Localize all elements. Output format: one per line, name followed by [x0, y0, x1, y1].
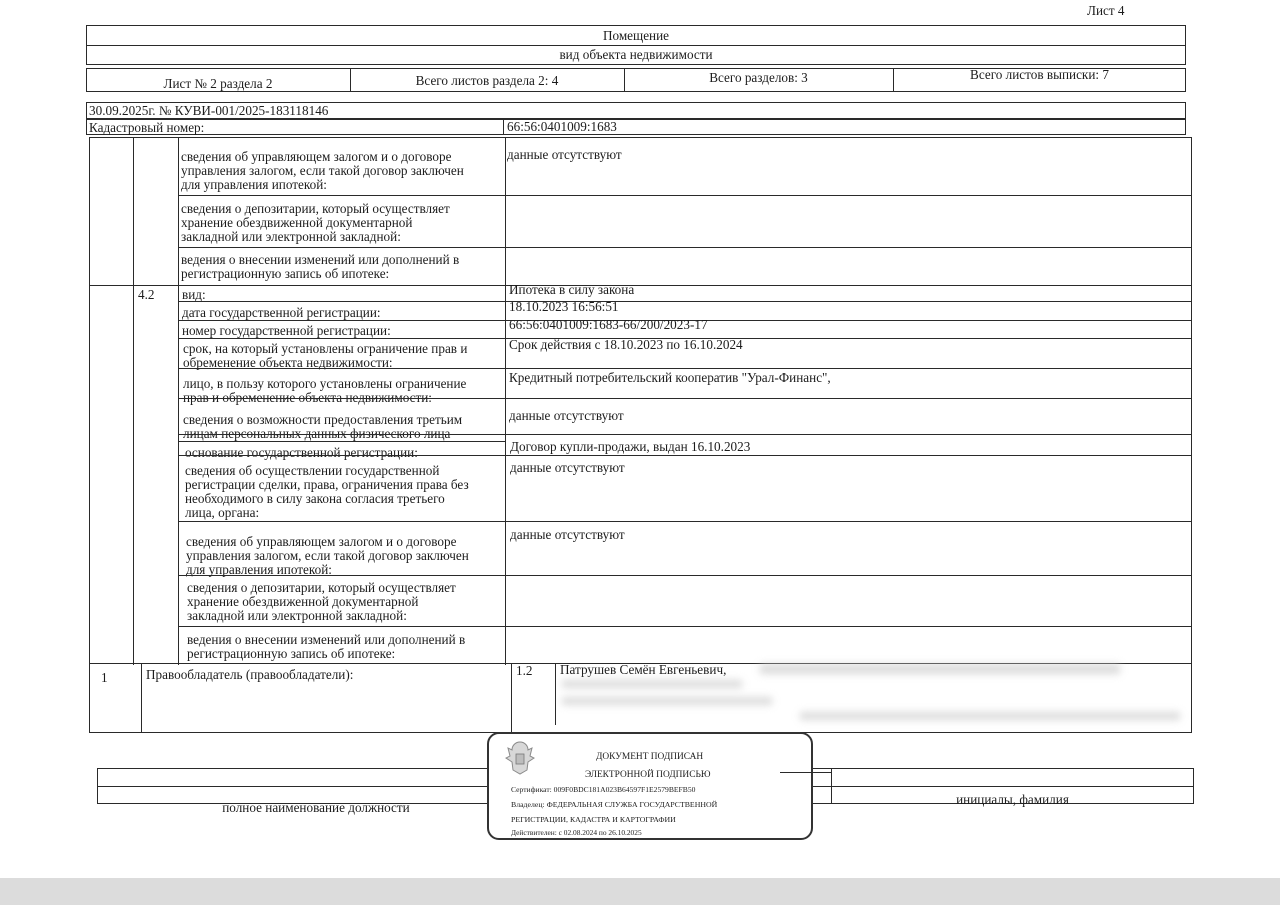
entry-42-row-7-value: Договор купли-продажи, выдан 16.10.2023 [510, 439, 751, 454]
entry-42-row-10-label: сведения о депозитарии, который осуществляет хранение обездвиженной документарной закладной или электронной закладной: [187, 580, 456, 623]
entry-42-row-1-value: Ипотека в силу закона [509, 282, 635, 297]
redacted-area-1 [760, 664, 1120, 674]
cadastral-value: 66:56:0401009:1683 [507, 119, 617, 134]
entry-42-row-11-label: ведения о внесении изменений или дополнений в регистрационную запись об ипотеке: [187, 632, 466, 661]
owner-number: 1 [101, 670, 108, 685]
object-type-divider [86, 45, 1186, 46]
entry-42-row-6-value: данные отсутствуют [509, 408, 624, 423]
entry-42-row-9-label: сведения об управляющем залогом и о договоре управления залогом, если такой договор заключен для управления ипотекой: [186, 534, 469, 577]
object-type: Помещение [602, 28, 670, 43]
total-sheets-extract: Всего листов выписки: 7 [970, 67, 1109, 82]
cont-row-2-label: сведения о депозитарии, который осуществляет хранение обездвиженной документарной закладной или электронной закладной: [181, 201, 450, 244]
entry-42-row-8-value: данные отсутствуют [510, 460, 625, 475]
stamp-owner-2: РЕГИСТРАЦИИ, КАДАСТРА И КАРТОГРАФИИ [511, 815, 676, 824]
stamp-owner-1: Владелец: ФЕДЕРАЛЬНАЯ СЛУЖБА ГОСУДАРСТВЕННОЙ [511, 800, 718, 809]
entry-42-line-9 [178, 575, 1192, 576]
owner-label: Правообладатель (правообладатели): [146, 667, 354, 682]
cadastral-divider [503, 119, 504, 135]
sheet-of-section: Лист № 2 раздела 2 [163, 76, 273, 91]
stamp-certificate: Сертификат: 009F0BDC181A023B64597F1E2579BEFB50 [511, 785, 696, 794]
owner-name: Патрушев Семён Евгеньевич, [560, 662, 727, 677]
entry-42-row-3-value: 66:56:0401009:1683-66/200/2023-17 [509, 317, 708, 332]
cont-row-2-line [178, 247, 1192, 248]
entry-42-row-9-value: данные отсутствуют [510, 527, 625, 542]
entry-42-row-2-label: дата государственной регистрации: [182, 305, 381, 320]
owner-divider-1 [141, 663, 142, 733]
col-divider-a [133, 137, 134, 665]
sheet-label: Лист 4 [1087, 3, 1125, 18]
total-sections: Всего разделов: 3 [709, 70, 808, 85]
owner-divider-2 [511, 663, 512, 733]
entry-42-line-7 [178, 455, 1192, 456]
entry-42-row-1-label: вид: [182, 287, 206, 302]
entry-42-line-5 [178, 398, 1192, 399]
entry-42-row-4-label: срок, на который установлены ограничение прав и обременение объекта недвижимости: [183, 341, 468, 370]
cadastral-label: Кадастровый номер: [89, 120, 205, 135]
entry-42-row-3-label: номер государственной регистрации: [182, 323, 391, 338]
owner-divider-3 [555, 663, 556, 725]
owner-sub-number: 1.2 [516, 663, 533, 678]
entry-42-row-2-value: 18.10.2023 16:56:51 [509, 299, 619, 314]
cont-row-3-label: ведения о внесении изменений или дополнений в регистрационную запись об ипотеке: [181, 252, 460, 281]
entry-42-row-7-label: основание государственной регистрации: [185, 445, 418, 460]
cont-row-1-line [178, 195, 1192, 196]
stamp-title-2: ЭЛЕКТРОННОЙ ПОДПИСЬЮ [585, 770, 711, 780]
e-signature-stamp [487, 732, 813, 840]
redacted-area-4 [800, 712, 1180, 720]
entry-42-line-6b [178, 441, 505, 442]
entry-42-row-4-value: Срок действия с 18.10.2023 по 16.10.2024 [509, 337, 743, 352]
stamp-valid: Действителен: с 02.08.2024 по 26.10.2025 [511, 828, 642, 837]
redacted-area-2 [562, 680, 742, 688]
entry-42-line-1 [178, 301, 1192, 302]
entry-42-line-10 [178, 626, 1192, 627]
stamp-title-1: ДОКУМЕНТ ПОДПИСАН [596, 752, 704, 762]
entry-42-row-8-label: сведения об осуществлении государственной регистрации сделки, права, ограничения права без необходимого в силу закона согласия третьего лица, органа: [185, 463, 469, 520]
object-type-caption: вид объекта недвижимости [559, 47, 713, 62]
total-sheets-section: Всего листов раздела 2: 4 [415, 73, 559, 88]
date-number: 30.09.2025г. № КУВИ-001/2025-183118146 [89, 103, 329, 118]
entry-42-number: 4.2 [138, 287, 155, 302]
entry-42-line-4 [178, 368, 1192, 369]
scan-background-band [0, 878, 1280, 905]
entry-42-row-5-label: лицо, в пользу которого установлены ограничение прав и обременение объекта недвижимости: [183, 376, 467, 405]
cont-row-1-label: сведения об управляющем залогом и о договоре управления залогом, если такой договор заключен для управления ипотекой: [181, 149, 464, 192]
entry-42-row-5-value: Кредитный потребительский кооператив "Урал-Финанс", [509, 370, 831, 385]
position-caption: полное наименование должности [222, 800, 410, 815]
entry-42-top-line [89, 285, 1192, 286]
entry-42-line-8 [178, 521, 1192, 522]
entry-42-row-6-label: сведения о возможности предоставления третьим лицам персональных данных физического лица [183, 412, 463, 441]
name-caption: инициалы, фамилия [956, 792, 1069, 807]
cont-row-1-value: данные отсутствуют [507, 147, 622, 162]
entry-42-line-6 [178, 434, 1192, 435]
stamp-connector-right [780, 772, 832, 773]
redacted-area-3 [562, 697, 772, 705]
cadastral-row [86, 119, 1186, 135]
col-divider-b [178, 137, 179, 665]
coat-of-arms-icon [505, 740, 535, 776]
